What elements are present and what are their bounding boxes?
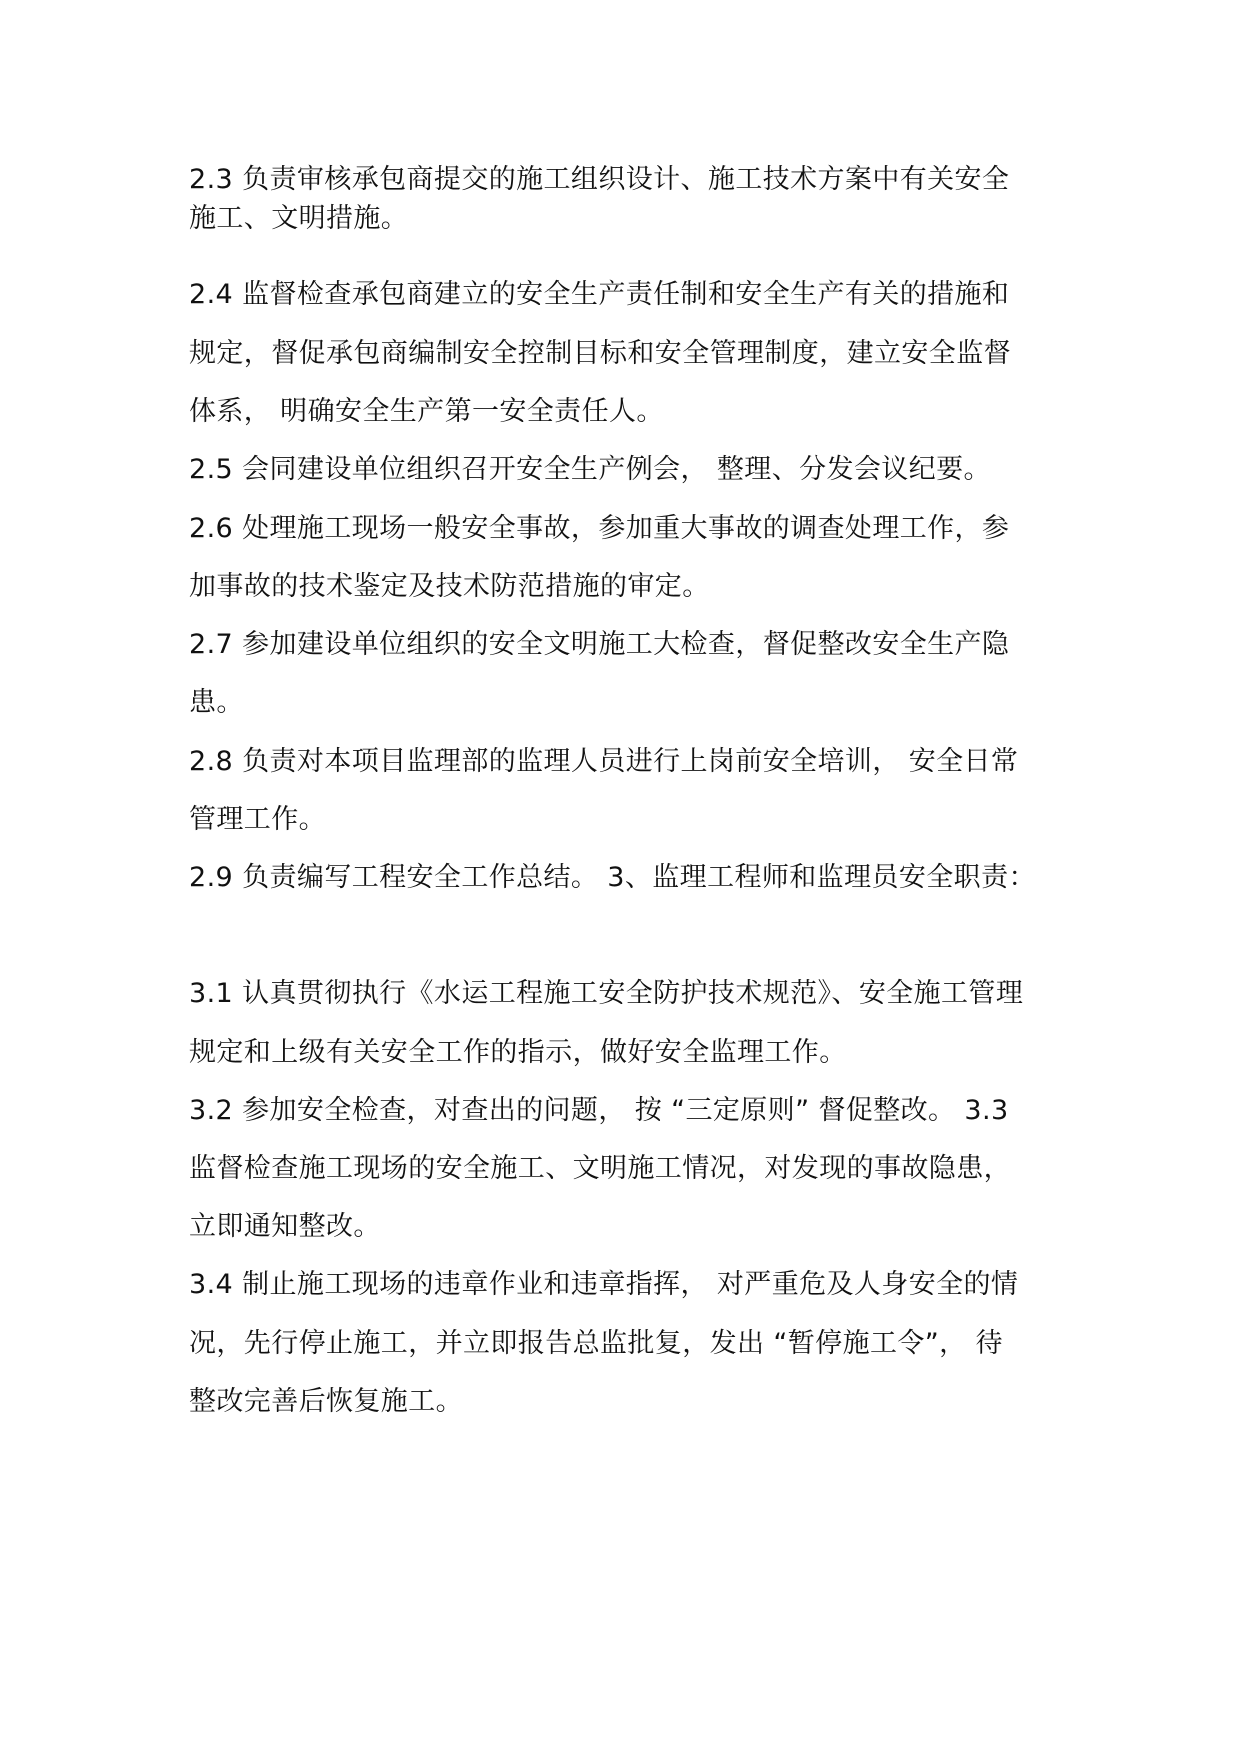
text-line-3-1-b: 规定和上级有关安全工作的指示，做好安全监理工作。 — [189, 1037, 847, 1068]
text-line-3-4-a: 3.4 制止施工现场的违章作业和违章指挥， 对严重危及人身安全的情 — [189, 1269, 1019, 1300]
text-line-3-2: 3.2 参加安全检查，对查出的问题， 按 “三定原则” 督促整改。 3.3 — [189, 1095, 1009, 1126]
text-line-2-4-a: 2.4 监督检查承包商建立的安全生产责任制和安全生产有关的措施和 — [189, 279, 1010, 310]
text-line-2-4-b: 规定，督促承包商编制安全控制目标和安全管理制度，建立安全监督 — [189, 338, 1011, 369]
text-line-2-3-a: 2.3 负责审核承包商提交的施工组织设计、施工技术方案中有关安全 — [189, 164, 1010, 195]
text-line-3-3-b: 立即通知整改。 — [189, 1211, 381, 1242]
text-line-2-7-a: 2.7 参加建设单位组织的安全文明施工大检查，督促整改安全生产隐 — [189, 629, 1010, 660]
text-line-2-6-b: 加事故的技术鉴定及技术防范措施的审定。 — [189, 571, 710, 602]
text-line-3-1-a: 3.1 认真贯彻执行《水运工程施工安全防护技术规范》、安全施工管理 — [189, 978, 1024, 1009]
text-line-2-7-b: 患。 — [189, 687, 244, 718]
text-line-2-9: 2.9 负责编写工程安全工作总结。 3、监理工程师和监理员安全职责： — [189, 862, 1036, 893]
text-line-2-4-c: 体系， 明确安全生产第一安全责任人。 — [189, 396, 664, 427]
text-line-2-5: 2.5 会同建设单位组织召开安全生产例会， 整理、分发会议纪要。 — [189, 454, 991, 485]
text-line-3-4-b: 况，先行停止施工，并立即报告总监批复，发出 “暂停施工令”， 待 — [189, 1328, 1003, 1359]
text-line-2-3-b: 施工、文明措施。 — [189, 203, 409, 234]
text-line-2-8-a: 2.8 负责对本项目监理部的监理人员进行上岗前安全培训， 安全日常 — [189, 746, 1019, 777]
text-line-2-8-b: 管理工作。 — [189, 804, 326, 835]
text-line-3-3-a: 监督检查施工现场的安全施工、文明施工情况，对发现的事故隐患， — [189, 1153, 1011, 1184]
text-line-2-6-a: 2.6 处理施工现场一般安全事故，参加重大事故的调查处理工作，参 — [189, 513, 1010, 544]
text-line-3-4-c: 整改完善后恢复施工。 — [189, 1386, 463, 1417]
